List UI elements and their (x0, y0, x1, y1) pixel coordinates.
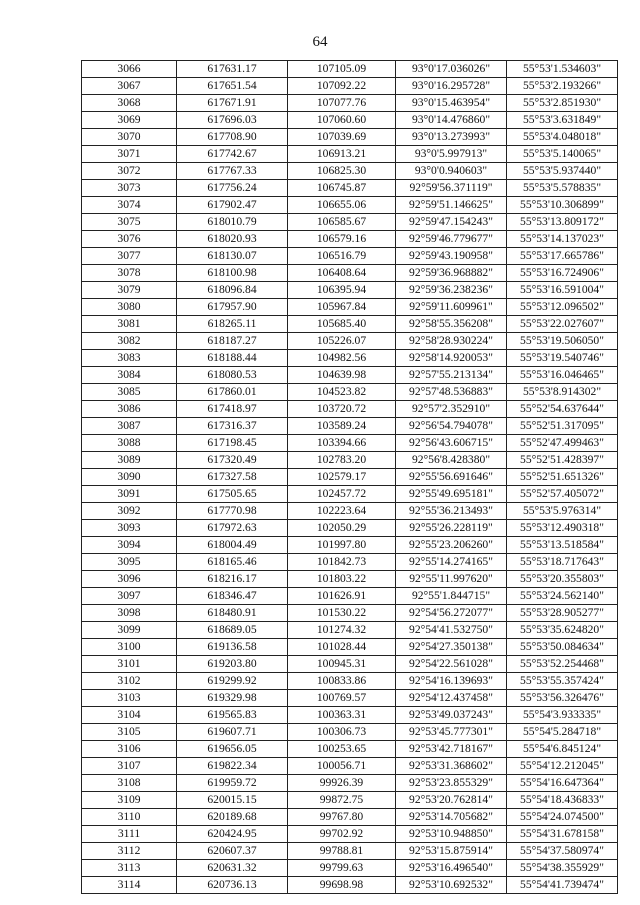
table-row (82, 537, 618, 554)
latitude-cell: 55°52'57.405072" (507, 486, 618, 503)
longitude-cell: 92°55'26.228119" (396, 520, 507, 537)
y-coordinate-cell: 101842.73 (288, 554, 396, 571)
table-row (82, 571, 618, 588)
longitude-cell: 92°55'49.695181" (396, 486, 507, 503)
longitude-cell: 92°54'12.437458" (396, 690, 507, 707)
x-coordinate-cell: 617505.65 (177, 486, 288, 503)
point-number-cell: 3067 (82, 78, 177, 95)
latitude-cell: 55°52'51.317095" (507, 418, 618, 435)
latitude-cell: 55°53'16.046465" (507, 367, 618, 384)
table-row (82, 333, 618, 350)
y-coordinate-cell: 106913.21 (288, 146, 396, 163)
longitude-cell: 92°54'56.272077" (396, 605, 507, 622)
point-number-cell: 3075 (82, 214, 177, 231)
table-row (82, 282, 618, 299)
y-coordinate-cell: 101530.22 (288, 605, 396, 622)
point-number-cell: 3092 (82, 503, 177, 520)
point-number-cell: 3068 (82, 95, 177, 112)
point-number-cell: 3093 (82, 520, 177, 537)
longitude-cell: 92°53'31.368602" (396, 758, 507, 775)
latitude-cell: 55°52'51.428397" (507, 452, 618, 469)
longitude-cell: 92°58'28.930224" (396, 333, 507, 350)
point-number-cell: 3095 (82, 554, 177, 571)
point-number-cell: 3089 (82, 452, 177, 469)
latitude-cell: 55°53'2.193266" (507, 78, 618, 95)
y-coordinate-cell: 106395.94 (288, 282, 396, 299)
point-number-cell: 3100 (82, 639, 177, 656)
longitude-cell: 93°0'0.940603" (396, 163, 507, 180)
latitude-cell: 55°53'12.490318" (507, 520, 618, 537)
latitude-cell: 55°53'5.578835" (507, 180, 618, 197)
latitude-cell: 55°53'16.591004" (507, 282, 618, 299)
longitude-cell: 93°0'17.036026" (396, 61, 507, 78)
latitude-cell: 55°53'52.254468" (507, 656, 618, 673)
x-coordinate-cell: 619607.71 (177, 724, 288, 741)
x-coordinate-cell: 617770.98 (177, 503, 288, 520)
x-coordinate-cell: 618265.11 (177, 316, 288, 333)
y-coordinate-cell: 106408.64 (288, 265, 396, 282)
point-number-cell: 3087 (82, 418, 177, 435)
point-number-cell: 3074 (82, 197, 177, 214)
x-coordinate-cell: 617957.90 (177, 299, 288, 316)
y-coordinate-cell: 102457.72 (288, 486, 396, 503)
longitude-cell: 92°53'10.948850" (396, 826, 507, 843)
y-coordinate-cell: 102579.17 (288, 469, 396, 486)
longitude-cell: 93°0'5.997913" (396, 146, 507, 163)
y-coordinate-cell: 102783.20 (288, 452, 396, 469)
x-coordinate-cell: 617902.47 (177, 197, 288, 214)
table-row (82, 605, 618, 622)
x-coordinate-cell: 617327.58 (177, 469, 288, 486)
longitude-cell: 92°55'1.844715" (396, 588, 507, 605)
table-row (82, 775, 618, 792)
table-row (82, 231, 618, 248)
longitude-cell: 92°54'27.350138" (396, 639, 507, 656)
y-coordinate-cell: 100769.57 (288, 690, 396, 707)
x-coordinate-cell: 618689.05 (177, 622, 288, 639)
point-number-cell: 3088 (82, 435, 177, 452)
latitude-cell: 55°54'37.580974" (507, 843, 618, 860)
point-number-cell: 3070 (82, 129, 177, 146)
point-number-cell: 3097 (82, 588, 177, 605)
x-coordinate-cell: 618188.44 (177, 350, 288, 367)
table-row (82, 401, 618, 418)
latitude-cell: 55°53'5.937440" (507, 163, 618, 180)
x-coordinate-cell: 618100.98 (177, 265, 288, 282)
y-coordinate-cell: 100306.73 (288, 724, 396, 741)
latitude-cell: 55°53'5.976314" (507, 503, 618, 520)
table-row (82, 78, 618, 95)
table-row (82, 639, 618, 656)
y-coordinate-cell: 99799.63 (288, 860, 396, 877)
x-coordinate-cell: 618346.47 (177, 588, 288, 605)
latitude-cell: 55°53'2.851930" (507, 95, 618, 112)
table-row (82, 95, 618, 112)
x-coordinate-cell: 617651.54 (177, 78, 288, 95)
latitude-cell: 55°53'50.084634" (507, 639, 618, 656)
table-row (82, 724, 618, 741)
latitude-cell: 55°53'12.096502" (507, 299, 618, 316)
y-coordinate-cell: 104639.98 (288, 367, 396, 384)
longitude-cell: 92°53'10.692532" (396, 877, 507, 894)
y-coordinate-cell: 99702.92 (288, 826, 396, 843)
table-row (82, 758, 618, 775)
coordinates-table (81, 60, 618, 894)
x-coordinate-cell: 618010.79 (177, 214, 288, 231)
longitude-cell: 92°59'51.146625" (396, 197, 507, 214)
table-row (82, 588, 618, 605)
y-coordinate-cell: 107060.60 (288, 112, 396, 129)
x-coordinate-cell: 618216.17 (177, 571, 288, 588)
longitude-cell: 92°53'16.496540" (396, 860, 507, 877)
x-coordinate-cell: 617631.17 (177, 61, 288, 78)
latitude-cell: 55°54'41.739474" (507, 877, 618, 894)
x-coordinate-cell: 617320.49 (177, 452, 288, 469)
point-number-cell: 3103 (82, 690, 177, 707)
y-coordinate-cell: 106579.16 (288, 231, 396, 248)
point-number-cell: 3090 (82, 469, 177, 486)
x-coordinate-cell: 618187.27 (177, 333, 288, 350)
point-number-cell: 3101 (82, 656, 177, 673)
x-coordinate-cell: 620736.13 (177, 877, 288, 894)
table-row (82, 214, 618, 231)
longitude-cell: 92°59'43.190958" (396, 248, 507, 265)
longitude-cell: 92°55'56.691646" (396, 469, 507, 486)
table-row (82, 690, 618, 707)
y-coordinate-cell: 100945.31 (288, 656, 396, 673)
longitude-cell: 92°59'46.779677" (396, 231, 507, 248)
longitude-cell: 92°55'14.274165" (396, 554, 507, 571)
y-coordinate-cell: 100056.71 (288, 758, 396, 775)
y-coordinate-cell: 102223.64 (288, 503, 396, 520)
y-coordinate-cell: 99788.81 (288, 843, 396, 860)
point-number-cell: 3079 (82, 282, 177, 299)
table-row (82, 622, 618, 639)
table-row (82, 61, 618, 78)
table-row (82, 418, 618, 435)
y-coordinate-cell: 105967.84 (288, 299, 396, 316)
point-number-cell: 3111 (82, 826, 177, 843)
x-coordinate-cell: 617198.45 (177, 435, 288, 452)
y-coordinate-cell: 99767.80 (288, 809, 396, 826)
y-coordinate-cell: 103394.66 (288, 435, 396, 452)
point-number-cell: 3080 (82, 299, 177, 316)
longitude-cell: 93°0'14.476860" (396, 112, 507, 129)
point-number-cell: 3085 (82, 384, 177, 401)
point-number-cell: 3084 (82, 367, 177, 384)
y-coordinate-cell: 99926.39 (288, 775, 396, 792)
latitude-cell: 55°53'13.518584" (507, 537, 618, 554)
longitude-cell: 92°54'41.532750" (396, 622, 507, 639)
x-coordinate-cell: 619565.83 (177, 707, 288, 724)
longitude-cell: 92°55'11.997620" (396, 571, 507, 588)
latitude-cell: 55°53'14.137023" (507, 231, 618, 248)
point-number-cell: 3069 (82, 112, 177, 129)
longitude-cell: 92°55'23.206260" (396, 537, 507, 554)
point-number-cell: 3109 (82, 792, 177, 809)
x-coordinate-cell: 619299.92 (177, 673, 288, 690)
y-coordinate-cell: 101997.80 (288, 537, 396, 554)
longitude-cell: 92°53'49.037243" (396, 707, 507, 724)
y-coordinate-cell: 107105.09 (288, 61, 396, 78)
y-coordinate-cell: 101626.91 (288, 588, 396, 605)
y-coordinate-cell: 106516.79 (288, 248, 396, 265)
longitude-cell: 92°58'14.920053" (396, 350, 507, 367)
point-number-cell: 3091 (82, 486, 177, 503)
latitude-cell: 55°53'22.027607" (507, 316, 618, 333)
table-row (82, 469, 618, 486)
table-row (82, 112, 618, 129)
table-row (82, 656, 618, 673)
table-row (82, 163, 618, 180)
longitude-cell: 92°54'22.561028" (396, 656, 507, 673)
table-row (82, 741, 618, 758)
table-row (82, 452, 618, 469)
latitude-cell: 55°53'24.562140" (507, 588, 618, 605)
latitude-cell: 55°53'13.809172" (507, 214, 618, 231)
table-row (82, 248, 618, 265)
point-number-cell: 3096 (82, 571, 177, 588)
x-coordinate-cell: 620015.15 (177, 792, 288, 809)
point-number-cell: 3104 (82, 707, 177, 724)
y-coordinate-cell: 107039.69 (288, 129, 396, 146)
point-number-cell: 3107 (82, 758, 177, 775)
x-coordinate-cell: 619203.80 (177, 656, 288, 673)
y-coordinate-cell: 103589.24 (288, 418, 396, 435)
point-number-cell: 3081 (82, 316, 177, 333)
longitude-cell: 92°59'47.154243" (396, 214, 507, 231)
x-coordinate-cell: 619822.34 (177, 758, 288, 775)
latitude-cell: 55°54'6.845124" (507, 741, 618, 758)
table-row (82, 350, 618, 367)
page-number: 64 (312, 34, 328, 50)
point-number-cell: 3086 (82, 401, 177, 418)
coordinates-table-body (82, 61, 618, 894)
longitude-cell: 92°59'56.371119" (396, 180, 507, 197)
longitude-cell: 92°53'45.777301" (396, 724, 507, 741)
latitude-cell: 55°53'3.631849" (507, 112, 618, 129)
table-row (82, 435, 618, 452)
point-number-cell: 3066 (82, 61, 177, 78)
x-coordinate-cell: 620189.68 (177, 809, 288, 826)
point-number-cell: 3082 (82, 333, 177, 350)
point-number-cell: 3099 (82, 622, 177, 639)
longitude-cell: 92°59'36.968882" (396, 265, 507, 282)
point-number-cell: 3112 (82, 843, 177, 860)
y-coordinate-cell: 107092.22 (288, 78, 396, 95)
latitude-cell: 55°53'35.624820" (507, 622, 618, 639)
x-coordinate-cell: 618480.91 (177, 605, 288, 622)
table-row (82, 316, 618, 333)
y-coordinate-cell: 100253.65 (288, 741, 396, 758)
point-number-cell: 3108 (82, 775, 177, 792)
table-row (82, 384, 618, 401)
y-coordinate-cell: 105685.40 (288, 316, 396, 333)
x-coordinate-cell: 618080.53 (177, 367, 288, 384)
longitude-cell: 92°53'23.855329" (396, 775, 507, 792)
y-coordinate-cell: 104523.82 (288, 384, 396, 401)
x-coordinate-cell: 617767.33 (177, 163, 288, 180)
x-coordinate-cell: 619329.98 (177, 690, 288, 707)
latitude-cell: 55°53'4.048018" (507, 129, 618, 146)
latitude-cell: 55°53'55.357424" (507, 673, 618, 690)
table-row (82, 486, 618, 503)
longitude-cell: 92°53'14.705682" (396, 809, 507, 826)
x-coordinate-cell: 618130.07 (177, 248, 288, 265)
longitude-cell: 92°53'42.718167" (396, 741, 507, 758)
latitude-cell: 55°53'18.717643" (507, 554, 618, 571)
latitude-cell: 55°54'3.933335" (507, 707, 618, 724)
table-row (82, 673, 618, 690)
longitude-cell: 92°57'2.352910" (396, 401, 507, 418)
point-number-cell: 3105 (82, 724, 177, 741)
longitude-cell: 92°54'16.139693" (396, 673, 507, 690)
latitude-cell: 55°53'28.905277" (507, 605, 618, 622)
latitude-cell: 55°52'51.651326" (507, 469, 618, 486)
table-row (82, 503, 618, 520)
y-coordinate-cell: 102050.29 (288, 520, 396, 537)
x-coordinate-cell: 618165.46 (177, 554, 288, 571)
x-coordinate-cell: 617696.03 (177, 112, 288, 129)
table-row (82, 520, 618, 537)
latitude-cell: 55°54'31.678158" (507, 826, 618, 843)
table-row (82, 792, 618, 809)
table-row (82, 826, 618, 843)
y-coordinate-cell: 106825.30 (288, 163, 396, 180)
point-number-cell: 3071 (82, 146, 177, 163)
x-coordinate-cell: 617418.97 (177, 401, 288, 418)
point-number-cell: 3073 (82, 180, 177, 197)
table-row (82, 554, 618, 571)
point-number-cell: 3114 (82, 877, 177, 894)
longitude-cell: 92°57'55.213134" (396, 367, 507, 384)
x-coordinate-cell: 618096.84 (177, 282, 288, 299)
longitude-cell: 93°0'16.295728" (396, 78, 507, 95)
latitude-cell: 55°53'19.506050" (507, 333, 618, 350)
x-coordinate-cell: 617756.24 (177, 180, 288, 197)
point-number-cell: 3106 (82, 741, 177, 758)
longitude-cell: 92°59'36.238236" (396, 282, 507, 299)
longitude-cell: 92°59'11.609961" (396, 299, 507, 316)
table-row (82, 877, 618, 894)
y-coordinate-cell: 101028.44 (288, 639, 396, 656)
point-number-cell: 3076 (82, 231, 177, 248)
latitude-cell: 55°54'18.436833" (507, 792, 618, 809)
longitude-cell: 92°55'36.213493" (396, 503, 507, 520)
point-number-cell: 3113 (82, 860, 177, 877)
longitude-cell: 92°53'20.762814" (396, 792, 507, 809)
latitude-cell: 55°53'20.355803" (507, 571, 618, 588)
y-coordinate-cell: 104982.56 (288, 350, 396, 367)
latitude-cell: 55°53'10.306899" (507, 197, 618, 214)
table-row (82, 197, 618, 214)
table-row (82, 265, 618, 282)
table-row (82, 809, 618, 826)
x-coordinate-cell: 617671.91 (177, 95, 288, 112)
table-row (82, 129, 618, 146)
point-number-cell: 3102 (82, 673, 177, 690)
point-number-cell: 3094 (82, 537, 177, 554)
latitude-cell: 55°53'5.140065" (507, 146, 618, 163)
y-coordinate-cell: 106745.87 (288, 180, 396, 197)
x-coordinate-cell: 619136.58 (177, 639, 288, 656)
point-number-cell: 3083 (82, 350, 177, 367)
x-coordinate-cell: 617972.63 (177, 520, 288, 537)
y-coordinate-cell: 99872.75 (288, 792, 396, 809)
point-number-cell: 3072 (82, 163, 177, 180)
longitude-cell: 92°53'15.875914" (396, 843, 507, 860)
x-coordinate-cell: 620607.37 (177, 843, 288, 860)
table-row (82, 860, 618, 877)
latitude-cell: 55°52'54.637644" (507, 401, 618, 418)
longitude-cell: 92°57'48.536883" (396, 384, 507, 401)
table-row (82, 843, 618, 860)
y-coordinate-cell: 101803.22 (288, 571, 396, 588)
table-row (82, 299, 618, 316)
latitude-cell: 55°53'56.326476" (507, 690, 618, 707)
latitude-cell: 55°54'12.212045" (507, 758, 618, 775)
y-coordinate-cell: 103720.72 (288, 401, 396, 418)
longitude-cell: 92°56'43.606715" (396, 435, 507, 452)
x-coordinate-cell: 617708.90 (177, 129, 288, 146)
x-coordinate-cell: 619959.72 (177, 775, 288, 792)
table-row (82, 180, 618, 197)
longitude-cell: 93°0'13.273993" (396, 129, 507, 146)
longitude-cell: 93°0'15.463954" (396, 95, 507, 112)
y-coordinate-cell: 101274.32 (288, 622, 396, 639)
point-number-cell: 3077 (82, 248, 177, 265)
x-coordinate-cell: 618020.93 (177, 231, 288, 248)
point-number-cell: 3110 (82, 809, 177, 826)
x-coordinate-cell: 617742.67 (177, 146, 288, 163)
latitude-cell: 55°54'16.647364" (507, 775, 618, 792)
y-coordinate-cell: 106585.67 (288, 214, 396, 231)
latitude-cell: 55°53'17.665786" (507, 248, 618, 265)
y-coordinate-cell: 107077.76 (288, 95, 396, 112)
y-coordinate-cell: 100833.86 (288, 673, 396, 690)
x-coordinate-cell: 617860.01 (177, 384, 288, 401)
longitude-cell: 92°58'55.356208" (396, 316, 507, 333)
latitude-cell: 55°53'19.540746" (507, 350, 618, 367)
y-coordinate-cell: 105226.07 (288, 333, 396, 350)
latitude-cell: 55°54'38.355929" (507, 860, 618, 877)
x-coordinate-cell: 619656.05 (177, 741, 288, 758)
latitude-cell: 55°53'8.914302" (507, 384, 618, 401)
x-coordinate-cell: 618004.49 (177, 537, 288, 554)
longitude-cell: 92°56'8.428380" (396, 452, 507, 469)
y-coordinate-cell: 99698.98 (288, 877, 396, 894)
point-number-cell: 3098 (82, 605, 177, 622)
point-number-cell: 3078 (82, 265, 177, 282)
table-row (82, 146, 618, 163)
x-coordinate-cell: 620424.95 (177, 826, 288, 843)
latitude-cell: 55°52'47.499463" (507, 435, 618, 452)
y-coordinate-cell: 100363.31 (288, 707, 396, 724)
latitude-cell: 55°54'5.284718" (507, 724, 618, 741)
x-coordinate-cell: 620631.32 (177, 860, 288, 877)
longitude-cell: 92°56'54.794078" (396, 418, 507, 435)
latitude-cell: 55°54'24.074500" (507, 809, 618, 826)
latitude-cell: 55°53'1.534603" (507, 61, 618, 78)
table-row (82, 707, 618, 724)
table-row (82, 367, 618, 384)
y-coordinate-cell: 106655.06 (288, 197, 396, 214)
latitude-cell: 55°53'16.724906" (507, 265, 618, 282)
x-coordinate-cell: 617316.37 (177, 418, 288, 435)
